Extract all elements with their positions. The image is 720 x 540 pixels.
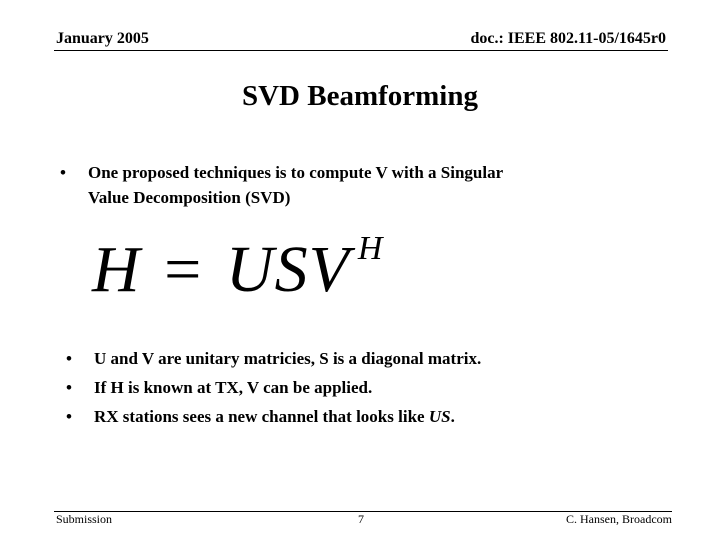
header-date: January 2005 [56, 30, 149, 47]
bullet-text: If H is known at TX, V can be applied. [94, 378, 373, 397]
header-doc-id: doc.: IEEE 802.11-05/1645r0 [470, 30, 666, 47]
bullet-item [66, 348, 686, 370]
footer-page-number: 7 [358, 512, 364, 526]
bullet-marker: • [60, 163, 66, 182]
formula-rhs: USV [225, 233, 350, 306]
bullet-marker: • [66, 349, 72, 368]
footer-submission: Submission [56, 512, 113, 526]
slide-title: SVD Beamforming [241, 80, 478, 112]
bullet-text-main: RX stations sees a new channel that looks like [94, 407, 429, 426]
bullet-text: U and V are unitary matricies, S is a diagonal matrix. [94, 349, 482, 368]
formula-superscript: H [357, 230, 384, 267]
footer-author: C. Hansen, Broadcom [566, 512, 672, 526]
intro-bullet [60, 162, 680, 210]
formula-lhs: H [92, 233, 141, 306]
svd-formula [92, 230, 384, 308]
bullet-marker: • [66, 378, 72, 397]
intro-bullet-line1: One proposed techniques is to compute V with a Singular [88, 163, 504, 182]
bullet-item [66, 377, 686, 399]
bullet-text [94, 406, 455, 428]
formula-equals: = [164, 233, 203, 306]
bullet-text-emphasis: US [428, 407, 451, 426]
bullet-marker: • [66, 407, 72, 426]
bullet-item [66, 406, 686, 428]
intro-bullet-line2: Value Decomposition (SVD) [88, 188, 291, 207]
header-divider [54, 50, 668, 51]
bullet-text-end: . [450, 407, 455, 426]
